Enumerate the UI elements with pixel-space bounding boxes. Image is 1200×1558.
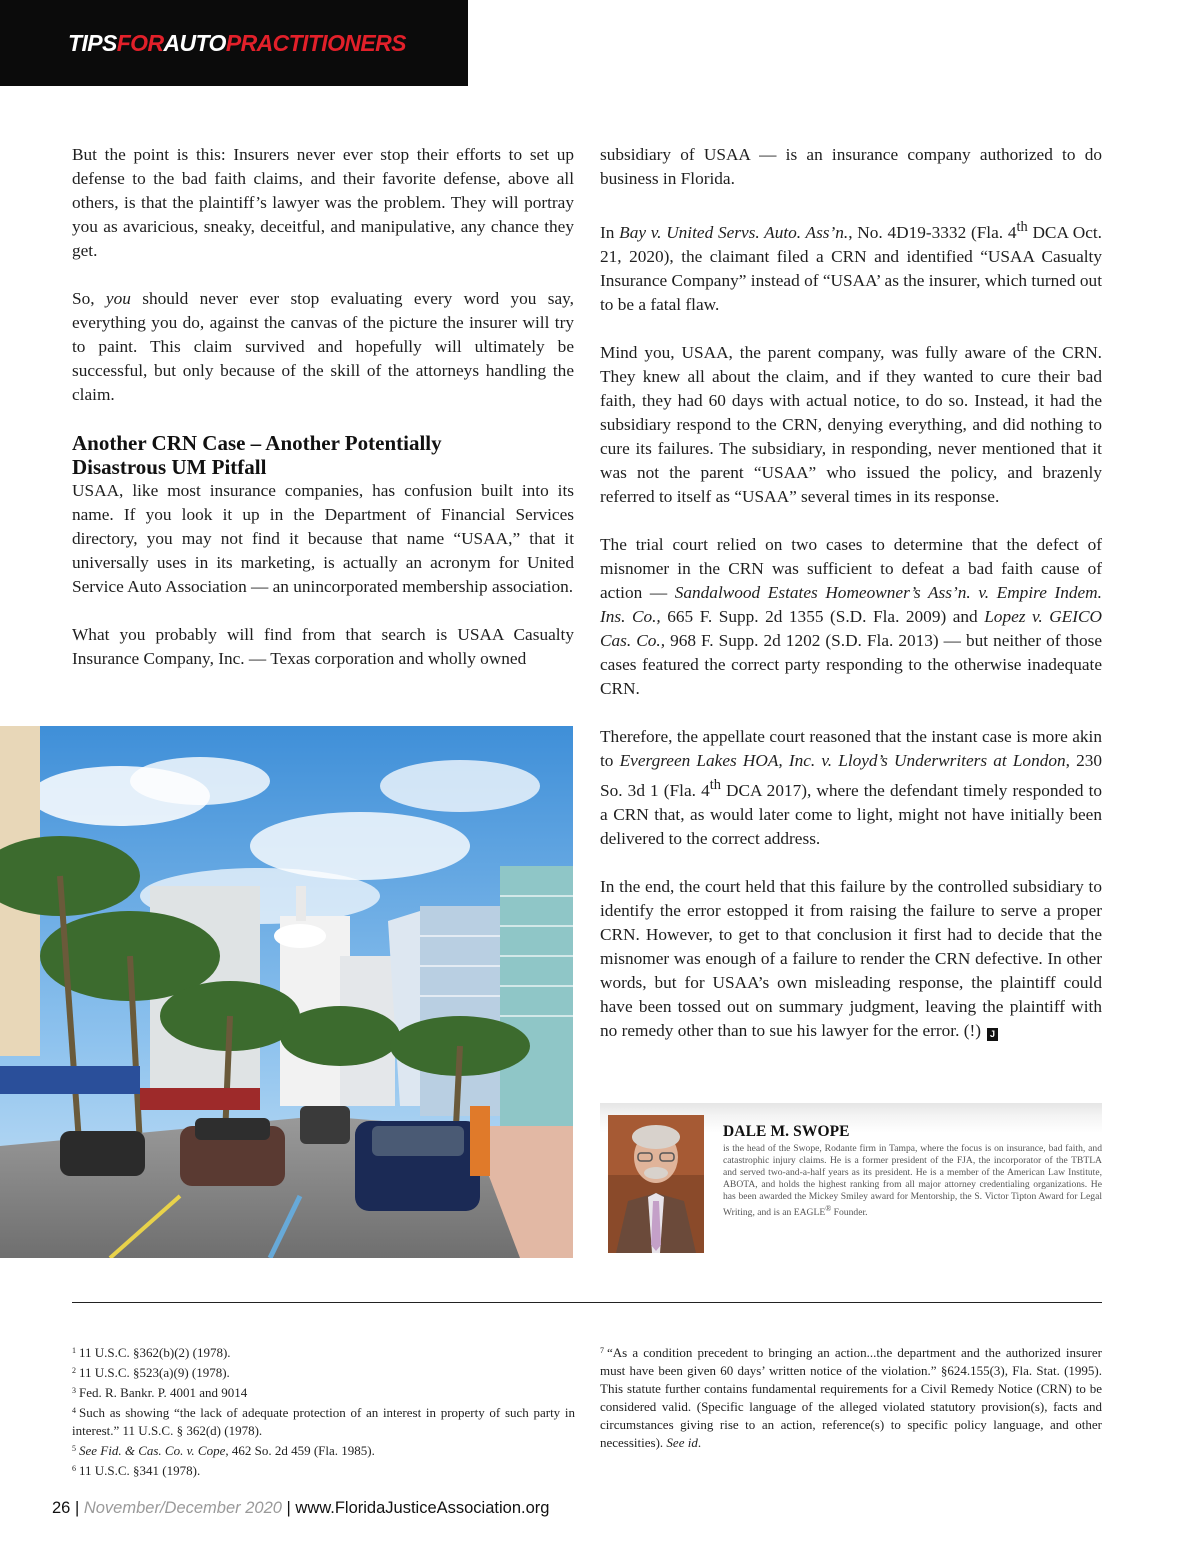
right-paragraph-2 xyxy=(600,215,1102,317)
title-part-for: FOR xyxy=(116,30,164,56)
footnote-number: 6 xyxy=(72,1464,76,1473)
footnote-text-end: . xyxy=(697,1435,702,1450)
right-paragraph-3: Mind you, USAA, the parent company, was fully aware of the CRN. They knew all about the claim, and if they wanted to cure their bad faith, they had 60 days with actual notice, to do so. Instead, it had the subsidiary respond to the CRN, denying everything, and did nothing to cure its failures. The subsidiary, in responding, never mentioned that it was not the parent “USAA” who issued the policy, and brazenly referred to itself as “USAA” several times in its response. xyxy=(600,342,1102,506)
footnote-text: 11 U.S.C. §523(a)(9) (1978). xyxy=(79,1365,230,1380)
right-paragraph-2-c: DCA Oct. 21, 2020), the claimant filed a CRN and identified “USAA Casualty Insurance Company” instead of “USAA’ as the insurer, which turned out to be a fatal flaw. xyxy=(600,222,1102,314)
street-scene-photo xyxy=(0,726,573,1258)
right-paragraph-5-a: Therefore, the appellate court reasoned that the instant case is more akin to xyxy=(600,726,1102,770)
author-name: DALE M. SWOPE xyxy=(723,1123,850,1140)
left-paragraph-4: What you probably will find from that search is USAA Casualty Insurance Company, Inc. — Texas corporation and wholly owned xyxy=(72,625,574,668)
end-of-article-icon: J xyxy=(987,1028,998,1041)
footnote-7 xyxy=(600,1342,1102,1452)
footnote-4 xyxy=(72,1402,575,1440)
footer-separator: | xyxy=(281,1499,296,1517)
left-paragraph-3: USAA, like most insurance companies, has confusion built into its name. If you look it up in the Department of Financial Services directory, you may not find it because that name “USAA,” that it universally uses in its marketing, is actually an acronym for United Service Auto Association — an unincorporated membership association. xyxy=(72,481,574,596)
right-paragraph-4-c: 968 F. Supp. 2d 1202 (S.D. Fla. 2013) — but neither of those cases featured the correct party responding to the otherwise inadequate CRN. xyxy=(600,630,1102,698)
footnote-number: 7 xyxy=(600,1346,604,1355)
registered-mark: ® xyxy=(825,1204,832,1213)
footnote-number: 3 xyxy=(72,1386,76,1395)
page-footer xyxy=(52,1499,549,1518)
superscript: th xyxy=(709,776,721,793)
page-number: 26 xyxy=(52,1499,71,1517)
right-paragraph-5-c: DCA 2017), where the defendant timely responded to a CRN that, as would later come to light, might not have initially been delivered to the correct address. xyxy=(600,780,1103,848)
section-title xyxy=(68,30,406,57)
footnote-text: 11 U.S.C. §362(b)(2) (1978). xyxy=(79,1345,231,1360)
title-part-tips: TIPS xyxy=(68,30,117,56)
footnotes-right xyxy=(600,1342,1102,1452)
right-paragraph-6 xyxy=(600,875,1102,1043)
footnotes-left xyxy=(72,1342,575,1480)
footnote-text: Such as showing “the lack of adequate protection of an interest in property of such party in interest.” 11 U.S.C. § 362(d) (1978). xyxy=(72,1405,575,1438)
author-bio-main: is the head of the Swope, Rodante firm in Tampa, where the focus is on insurance, bad faith, and catastrophic injury claims. He is a former president of the FJA, the incorporator of the TBTLA and served two-and-a-half years as its president. He is a member of the American Law Institute, ABOTA, and holds the highest ranking from all major attorney credentialing organizations. He has been awarded the Mickey Smiley award for Mentorship, the S. Victor Tipton Award for Legal Writing, and is an EAGLE xyxy=(723,1143,1102,1219)
superscript: th xyxy=(1016,219,1028,235)
right-paragraph-4 xyxy=(600,533,1102,701)
footnote-number: 4 xyxy=(72,1406,76,1415)
issue-date: November/December 2020 xyxy=(83,1499,282,1517)
left-paragraph-2-start: So, xyxy=(72,289,106,308)
title-part-practitioners: PRACTITIONERS xyxy=(225,30,406,56)
website-url: www.FloridaJusticeAssociation.org xyxy=(295,1499,550,1517)
footnote-text: , 462 So. 2d 459 (Fla. 1985). xyxy=(225,1443,375,1458)
right-paragraph-5-b: , 230 So. 3d 1 (Fla. 4 xyxy=(600,750,1103,800)
left-column xyxy=(72,143,574,695)
left-paragraph-2 xyxy=(72,287,574,407)
right-paragraph-4-a: The trial court relied on two cases to determine that the defect of misnomer in the CRN was sufficient to defeat a bad faith cause of action — xyxy=(600,534,1102,602)
footnote-text: “As a condition precedent to bringing an action...the department and the authorized insurer must have been given 60 days’ written notice of the violation.” §624.155(3), Fla. Stat. (1995). This statute further contains fundamental requirements for a Civil Remedy Notice (CRN) to be considered valid. (Specific language of the alleged violated statutory provision(s), facts and circumstances giving rise to an action, reference(s) to specific policy language, and other necessities). xyxy=(600,1345,1102,1450)
left-paragraph-2-emphasis: you xyxy=(105,289,131,308)
footnote-number: 1 xyxy=(72,1346,76,1355)
footnote-divider xyxy=(72,1302,1102,1303)
author-bio-box xyxy=(600,1103,1102,1257)
section-heading-line-2: Disastrous UM Pitfall xyxy=(72,455,267,479)
right-paragraph-6-text: In the end, the court held that this failure by the controlled subsidiary to identify the error estopped it from raising the failure to serve a proper CRN. However, to get to that conclusion it first had to decide that the misnomer was enough of a failure to render the CRN defective. In other words, but for USAA’s own misleading response, the plaintiff could have been tossed out on summary judgment, leaving the plaintiff with no remedy other than to sue his lawyer for the error. (!) xyxy=(600,876,1102,1040)
right-paragraph-2-a: In xyxy=(600,222,620,242)
right-column xyxy=(600,143,1102,1067)
author-bio-end: Founder. xyxy=(831,1207,868,1219)
footnote-1 xyxy=(72,1342,575,1362)
footnote-number: 5 xyxy=(72,1444,76,1453)
footer-separator: | xyxy=(70,1499,84,1517)
right-paragraph-2-b: , No. 4D19-3332 (Fla. 4 xyxy=(848,222,1017,242)
author-bio-text xyxy=(723,1143,1102,1219)
right-paragraph-4-b: 665 F. Supp. 2d 1355 (S.D. Fla. 2009) and xyxy=(660,606,985,626)
title-part-auto: AUTO xyxy=(163,30,226,56)
section-heading-line-1: Another CRN Case – Another Potentially xyxy=(72,431,442,455)
left-paragraph-1: But the point is this: Insurers never ever stop their efforts to set up defense to the bad faith claims, and their favorite defense, above all others, is that the plaintiff’s lawyer was the problem. They will portray you as avaricious, sneaky, deceitful, and manipulative, any chance they get. xyxy=(72,145,574,260)
case-name-evergreen: Evergreen Lakes HOA, Inc. v. Lloyd’s Underwriters at London xyxy=(619,750,1066,770)
author-portrait-photo xyxy=(608,1115,704,1253)
footnote-text: 11 U.S.C. §341 (1978). xyxy=(79,1463,201,1478)
footnote-text: Fed. R. Bankr. P. 4001 and 9014 xyxy=(79,1385,248,1400)
footnote-6 xyxy=(72,1460,575,1480)
footnote-3 xyxy=(72,1382,575,1402)
footnote-number: 2 xyxy=(72,1366,76,1375)
right-paragraph-5 xyxy=(600,725,1102,851)
right-paragraph-1: subsidiary of USAA — is an insurance company authorized to do business in Florida. xyxy=(600,145,1102,188)
section-heading xyxy=(72,431,574,479)
footnote-citation: See id xyxy=(666,1435,698,1450)
case-name-bay: Bay v. United Servs. Auto. Ass’n. xyxy=(619,222,849,242)
footnote-case-name: See Fid. & Cas. Co. v. Cope xyxy=(79,1443,226,1458)
case-name-sandalwood: Sandalwood Estates Homeowner’s Ass’n. v. Empire Indem. Ins. Co., xyxy=(600,582,1102,626)
footnote-5 xyxy=(72,1440,575,1460)
left-paragraph-2-rest: should never ever stop evaluating every word you say, everything you do, against the canvas of the picture the insurer will try to paint. This claim survived and hopefully will ultimately be successful, but only because of the skill of the attorneys handling the claim. xyxy=(72,289,574,404)
case-name-lopez: Lopez v. GEICO Cas. Co., xyxy=(600,606,1102,650)
footnote-2 xyxy=(72,1362,575,1382)
